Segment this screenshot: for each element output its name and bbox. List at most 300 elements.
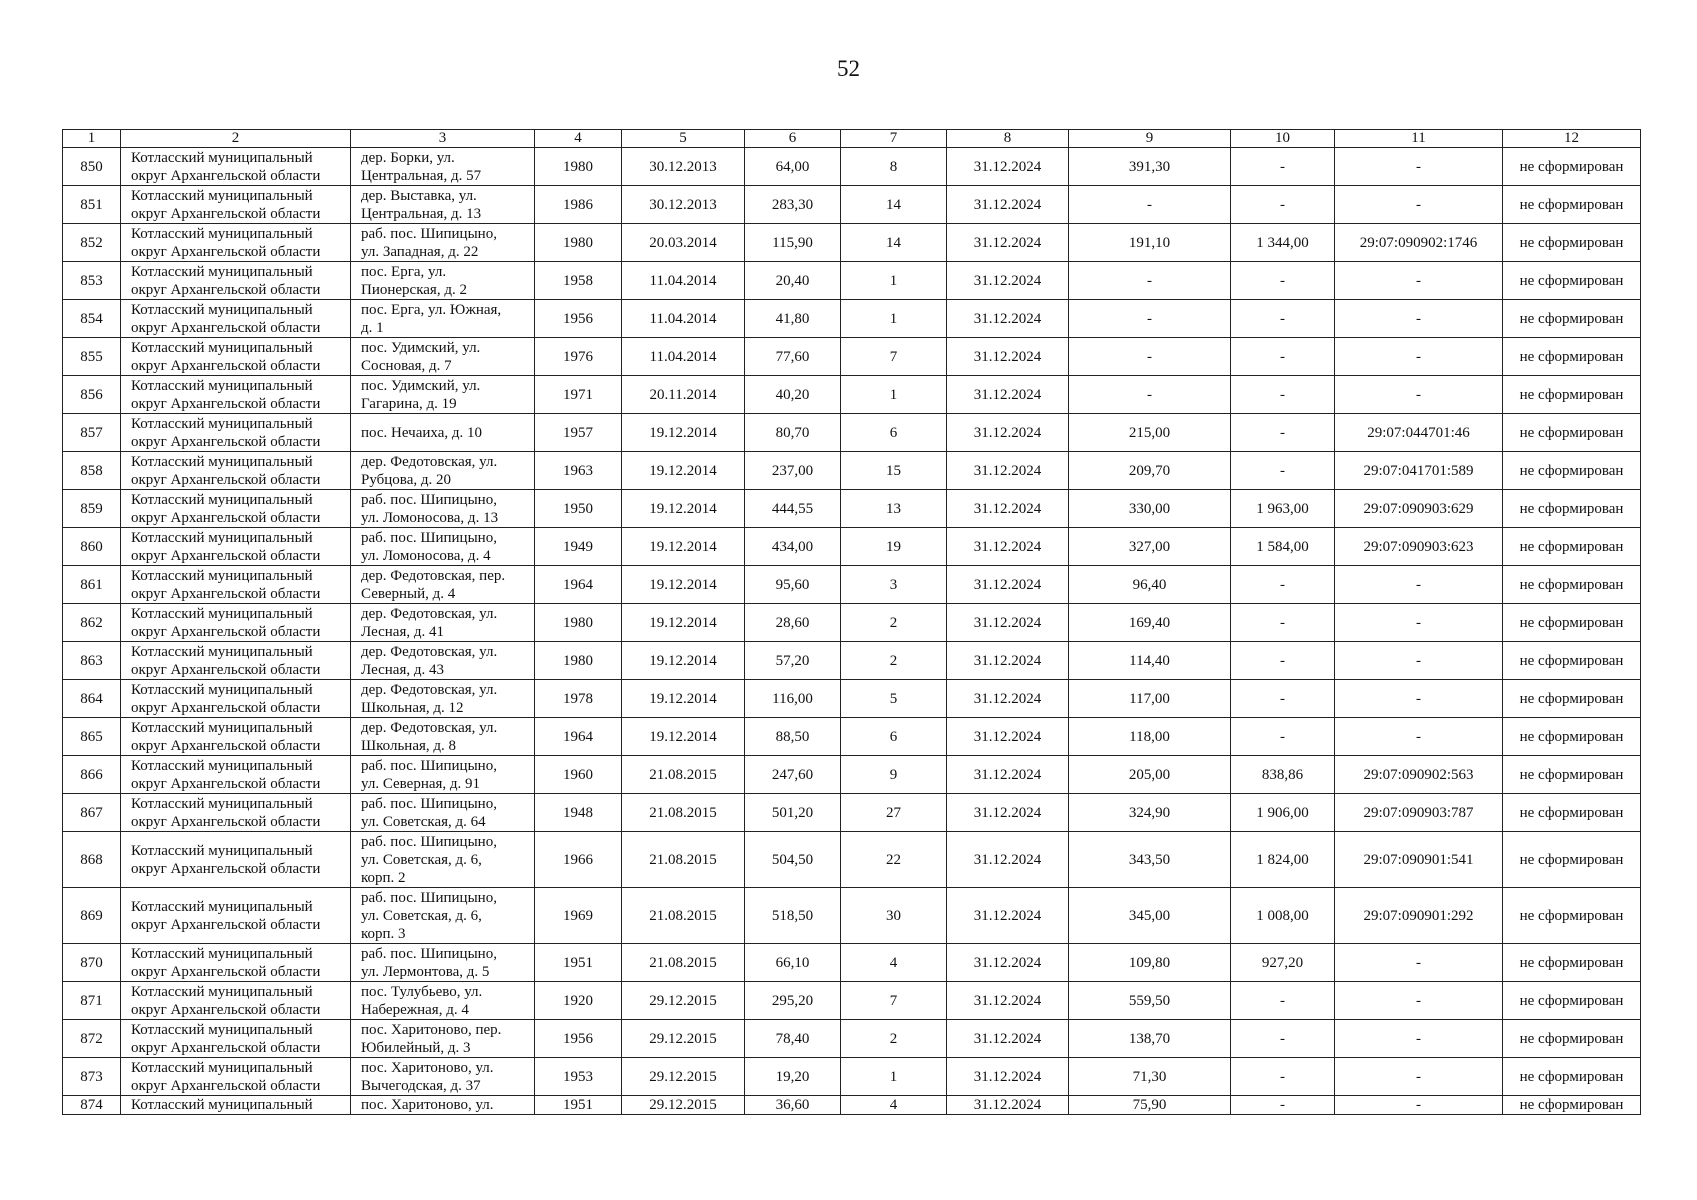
date-cell: 20.03.2014 [622,224,745,262]
row-number-cell: 856 [63,376,121,414]
address-cell [351,1058,535,1096]
address-line: ул. Ломоносова, д. 13 [361,509,499,526]
address-line: пос. Удимский, ул. [361,339,481,356]
row-number-cell: 852 [63,224,121,262]
status-cell: не сформирован [1503,982,1641,1020]
owner-cell [121,186,351,224]
owner-line: округ Архангельской области [131,357,321,374]
address-line: ул. Западная, д. 22 [361,243,479,260]
deadline-cell: 31.12.2024 [947,982,1069,1020]
year-cell: 1980 [535,604,622,642]
cadastral-number-cell: - [1335,604,1503,642]
date-cell: 29.12.2015 [622,1020,745,1058]
area-cell: 64,00 [745,148,841,186]
residents-cell: 7 [841,982,947,1020]
year-cell: 1949 [535,528,622,566]
column-10-cell: - [1231,1020,1335,1058]
address-cell [351,224,535,262]
column-9-cell: - [1069,376,1231,414]
deadline-cell: 31.12.2024 [947,452,1069,490]
deadline-cell: 31.12.2024 [947,756,1069,794]
owner-cell [121,300,351,338]
residents-cell: 2 [841,604,947,642]
row-number-cell: 871 [63,982,121,1020]
address-cell [351,338,535,376]
residents-cell: 4 [841,944,947,982]
address-line: Вычегодская, д. 37 [361,1077,481,1094]
area-cell: 283,30 [745,186,841,224]
address-line: корп. 3 [361,925,406,942]
residents-cell: 19 [841,528,947,566]
date-cell: 19.12.2014 [622,718,745,756]
column-10-cell: 927,20 [1231,944,1335,982]
area-cell: 66,10 [745,944,841,982]
status-cell: не сформирован [1503,148,1641,186]
owner-cell [121,452,351,490]
owner-line: Котласский муниципальный [131,415,313,432]
owner-line: Котласский муниципальный [131,1097,313,1113]
area-cell: 40,20 [745,376,841,414]
owner-cell [121,888,351,944]
owner-line: Котласский муниципальный [131,719,313,736]
year-cell: 1971 [535,376,622,414]
column-10-cell: - [1231,982,1335,1020]
address-line: ул. Советская, д. 6, [361,851,482,868]
owner-line: Котласский муниципальный [131,681,313,698]
deadline-cell: 31.12.2024 [947,338,1069,376]
row-number-cell: 874 [63,1096,121,1115]
owner-line: округ Архангельской области [131,661,321,678]
table-row [63,148,1641,186]
year-cell: 1978 [535,680,622,718]
residents-cell: 14 [841,186,947,224]
year-cell: 1969 [535,888,622,944]
residents-cell: 2 [841,642,947,680]
residents-cell: 6 [841,414,947,452]
status-cell: не сформирован [1503,888,1641,944]
area-cell: 41,80 [745,300,841,338]
column-9-cell: 205,00 [1069,756,1231,794]
address-line: Лесная, д. 43 [361,661,444,678]
column-10-cell: - [1231,642,1335,680]
row-number-cell: 868 [63,832,121,888]
table-row [63,604,1641,642]
column-9-cell: - [1069,338,1231,376]
owner-line: Котласский муниципальный [131,453,313,470]
deadline-cell: 31.12.2024 [947,888,1069,944]
owner-line: Котласский муниципальный [131,491,313,508]
column-header: 6 [745,130,841,148]
date-cell: 19.12.2014 [622,566,745,604]
owner-line: округ Архангельской области [131,1039,321,1056]
address-line: дер. Федотовская, ул. [361,453,498,470]
address-cell [351,832,535,888]
area-cell: 247,60 [745,756,841,794]
address-line: раб. пос. Шипицыно, [361,757,497,774]
owner-line: Котласский муниципальный [131,605,313,622]
owner-line: округ Архангельской области [131,1001,321,1018]
deadline-cell: 31.12.2024 [947,794,1069,832]
area-cell: 77,60 [745,338,841,376]
column-header: 3 [351,130,535,148]
address-line: ул. Ломоносова, д. 4 [361,547,491,564]
column-header: 11 [1335,130,1503,148]
deadline-cell: 31.12.2024 [947,490,1069,528]
owner-cell [121,224,351,262]
row-number-cell: 858 [63,452,121,490]
column-9-cell: 345,00 [1069,888,1231,944]
owner-line: Котласский муниципальный [131,377,313,394]
residents-cell: 30 [841,888,947,944]
year-cell: 1980 [535,642,622,680]
table-row [63,718,1641,756]
area-cell: 95,60 [745,566,841,604]
owner-cell [121,1058,351,1096]
cadastral-number-cell: - [1335,718,1503,756]
owner-line: Котласский муниципальный [131,263,313,280]
date-cell: 19.12.2014 [622,414,745,452]
column-header: 12 [1503,130,1641,148]
date-cell: 19.12.2014 [622,490,745,528]
deadline-cell: 31.12.2024 [947,718,1069,756]
address-cell [351,566,535,604]
year-cell: 1986 [535,186,622,224]
cadastral-number-cell: 29:07:090902:563 [1335,756,1503,794]
row-number-cell: 872 [63,1020,121,1058]
deadline-cell: 31.12.2024 [947,642,1069,680]
table-row [63,566,1641,604]
address-cell [351,414,535,452]
address-cell [351,490,535,528]
column-10-cell: - [1231,338,1335,376]
status-cell: не сформирован [1503,642,1641,680]
residents-cell: 22 [841,832,947,888]
year-cell: 1963 [535,452,622,490]
column-10-cell: - [1231,566,1335,604]
column-9-cell: 138,70 [1069,1020,1231,1058]
row-number-cell: 855 [63,338,121,376]
cadastral-number-cell: 29:07:090902:1746 [1335,224,1503,262]
column-10-cell: 838,86 [1231,756,1335,794]
area-cell: 78,40 [745,1020,841,1058]
address-line: раб. пос. Шипицыно, [361,833,497,850]
status-cell: не сформирован [1503,1058,1641,1096]
status-cell: не сформирован [1503,490,1641,528]
address-line: ул. Лермонтова, д. 5 [361,963,490,980]
column-9-cell: 114,40 [1069,642,1231,680]
address-cell [351,680,535,718]
status-cell: не сформирован [1503,186,1641,224]
address-line: раб. пос. Шипицыно, [361,945,497,962]
deadline-cell: 31.12.2024 [947,566,1069,604]
address-cell [351,756,535,794]
owner-line: округ Архангельской области [131,737,321,754]
owner-cell [121,604,351,642]
address-line: Сосновая, д. 7 [361,357,452,374]
date-cell: 21.08.2015 [622,944,745,982]
address-line: Центральная, д. 13 [361,205,482,222]
address-cell [351,300,535,338]
page-number: 52 [837,56,860,81]
residents-cell: 1 [841,376,947,414]
area-cell: 80,70 [745,414,841,452]
address-cell [351,376,535,414]
date-cell: 20.11.2014 [622,376,745,414]
residents-cell: 1 [841,300,947,338]
column-header: 1 [63,130,121,148]
column-header: 10 [1231,130,1335,148]
owner-line: Котласский муниципальный [131,225,313,242]
address-cell [351,1020,535,1058]
area-cell: 501,20 [745,794,841,832]
column-9-cell: 327,00 [1069,528,1231,566]
address-cell [351,794,535,832]
cadastral-number-cell: - [1335,944,1503,982]
column-header: 4 [535,130,622,148]
address-cell [351,642,535,680]
deadline-cell: 31.12.2024 [947,944,1069,982]
date-cell: 19.12.2014 [622,528,745,566]
address-line: Юбилейный, д. 3 [361,1039,471,1056]
address-line: Пионерская, д. 2 [361,281,467,298]
cadastral-number-cell: - [1335,1020,1503,1058]
owner-line: Котласский муниципальный [131,1059,313,1076]
cadastral-number-cell: - [1335,300,1503,338]
owner-line: округ Архангельской области [131,916,321,933]
owner-line: округ Архангельской области [131,205,321,222]
owner-line: Котласский муниципальный [131,1021,313,1038]
deadline-cell: 31.12.2024 [947,300,1069,338]
status-cell: не сформирован [1503,680,1641,718]
table-row [63,888,1641,944]
column-header: 5 [622,130,745,148]
owner-line: Котласский муниципальный [131,567,313,584]
column-10-cell: - [1231,376,1335,414]
status-cell: не сформирован [1503,224,1641,262]
cadastral-number-cell: - [1335,1058,1503,1096]
row-number-cell: 861 [63,566,121,604]
cadastral-number-cell: 29:07:044701:46 [1335,414,1503,452]
area-cell: 115,90 [745,224,841,262]
deadline-cell: 31.12.2024 [947,414,1069,452]
cadastral-number-cell: 29:07:090903:787 [1335,794,1503,832]
owner-line: округ Архангельской области [131,547,321,564]
column-9-cell: 71,30 [1069,1058,1231,1096]
area-cell: 116,00 [745,680,841,718]
cadastral-number-cell: - [1335,262,1503,300]
address-line: корп. 2 [361,869,406,886]
cadastral-number-cell: - [1335,1096,1503,1115]
column-9-cell: 343,50 [1069,832,1231,888]
residents-cell: 15 [841,452,947,490]
address-line: пос. Ерга, ул. Южная, [361,301,502,318]
column-header: 2 [121,130,351,148]
address-line: Лесная, д. 41 [361,623,444,640]
residents-cell: 4 [841,1096,947,1115]
deadline-cell: 31.12.2024 [947,1020,1069,1058]
year-cell: 1958 [535,262,622,300]
deadline-cell: 31.12.2024 [947,224,1069,262]
owner-line: округ Архангельской области [131,395,321,412]
date-cell: 29.12.2015 [622,982,745,1020]
row-number-cell: 853 [63,262,121,300]
table-row [63,338,1641,376]
date-cell: 29.12.2015 [622,1096,745,1115]
area-cell: 237,00 [745,452,841,490]
cadastral-number-cell: - [1335,982,1503,1020]
deadline-cell: 31.12.2024 [947,1058,1069,1096]
address-line: дер. Федотовская, ул. [361,681,498,698]
column-9-cell: - [1069,262,1231,300]
year-cell: 1951 [535,944,622,982]
owner-line: Котласский муниципальный [131,339,313,356]
column-10-cell: - [1231,1096,1335,1115]
cadastral-number-cell: - [1335,642,1503,680]
owner-line: округ Архангельской области [131,471,321,488]
owner-cell [121,566,351,604]
status-cell: не сформирован [1503,604,1641,642]
column-9-cell: 118,00 [1069,718,1231,756]
area-cell: 28,60 [745,604,841,642]
table-row [63,642,1641,680]
date-cell: 11.04.2014 [622,300,745,338]
row-number-cell: 862 [63,604,121,642]
area-cell: 20,40 [745,262,841,300]
address-line: дер. Федотовская, ул. [361,605,498,622]
date-cell: 21.08.2015 [622,756,745,794]
column-9-cell: 559,50 [1069,982,1231,1020]
year-cell: 1957 [535,414,622,452]
column-10-cell: 1 008,00 [1231,888,1335,944]
area-cell: 19,20 [745,1058,841,1096]
year-cell: 1951 [535,1096,622,1115]
owner-line: округ Архангельской области [131,509,321,526]
cadastral-number-cell: - [1335,566,1503,604]
column-10-cell: - [1231,452,1335,490]
owner-line: округ Архангельской области [131,281,321,298]
residents-cell: 7 [841,338,947,376]
row-number-cell: 851 [63,186,121,224]
residents-cell: 13 [841,490,947,528]
date-cell: 29.12.2015 [622,1058,745,1096]
cadastral-number-cell: - [1335,186,1503,224]
row-number-cell: 873 [63,1058,121,1096]
address-line: ул. Советская, д. 6, [361,907,482,924]
residents-cell: 3 [841,566,947,604]
owner-line: Котласский муниципальный [131,983,313,1000]
table-row [63,794,1641,832]
address-cell [351,528,535,566]
address-cell [351,888,535,944]
address-line: д. 1 [361,319,384,336]
address-cell [351,604,535,642]
table-row [63,528,1641,566]
address-line: раб. пос. Шипицыно, [361,889,497,906]
row-number-cell: 857 [63,414,121,452]
column-10-cell: 1 963,00 [1231,490,1335,528]
table-row [63,982,1641,1020]
date-cell: 21.08.2015 [622,794,745,832]
owner-line: округ Архангельской области [131,243,321,260]
column-10-cell: 1 584,00 [1231,528,1335,566]
housing-registry-table [62,129,1641,1115]
column-header: 9 [1069,130,1231,148]
residents-cell: 1 [841,262,947,300]
owner-line: округ Архангельской области [131,775,321,792]
column-9-cell: 324,90 [1069,794,1231,832]
table-row [63,300,1641,338]
owner-line: округ Архангельской области [131,623,321,640]
date-cell: 21.08.2015 [622,832,745,888]
column-10-cell: - [1231,148,1335,186]
address-line: пос. Нечаиха, д. 10 [361,424,482,441]
date-cell: 21.08.2015 [622,888,745,944]
owner-cell [121,1096,351,1115]
owner-line: Котласский муниципальный [131,945,313,962]
cadastral-number-cell: 29:07:041701:589 [1335,452,1503,490]
deadline-cell: 31.12.2024 [947,262,1069,300]
owner-line: Котласский муниципальный [131,301,313,318]
owner-line: округ Архангельской области [131,433,321,450]
owner-cell [121,338,351,376]
address-line: пос. Ерга, ул. [361,263,447,280]
address-line: дер. Федотовская, пер. [361,567,506,584]
address-cell [351,262,535,300]
residents-cell: 6 [841,718,947,756]
row-number-cell: 864 [63,680,121,718]
row-number-cell: 869 [63,888,121,944]
table-row [63,376,1641,414]
column-9-cell: 109,80 [1069,944,1231,982]
area-cell: 444,55 [745,490,841,528]
status-cell: не сформирован [1503,756,1641,794]
address-line: пос. Харитоново, пер. [361,1021,502,1038]
year-cell: 1964 [535,566,622,604]
table-row [63,680,1641,718]
owner-line: округ Архангельской области [131,813,321,830]
area-cell: 518,50 [745,888,841,944]
year-cell: 1956 [535,300,622,338]
deadline-cell: 31.12.2024 [947,604,1069,642]
year-cell: 1953 [535,1058,622,1096]
residents-cell: 14 [841,224,947,262]
address-cell [351,944,535,982]
year-cell: 1920 [535,982,622,1020]
address-line: дер. Борки, ул. [361,149,455,166]
year-cell: 1948 [535,794,622,832]
year-cell: 1956 [535,1020,622,1058]
address-line: Школьная, д. 12 [361,699,464,716]
column-9-cell: 330,00 [1069,490,1231,528]
area-cell: 57,20 [745,642,841,680]
column-9-cell: - [1069,186,1231,224]
deadline-cell: 31.12.2024 [947,148,1069,186]
address-line: дер. Выставка, ул. [361,187,477,204]
owner-line: Котласский муниципальный [131,795,313,812]
table-row [63,1020,1641,1058]
status-cell: не сформирован [1503,718,1641,756]
owner-cell [121,794,351,832]
owner-cell [121,414,351,452]
date-cell: 19.12.2014 [622,604,745,642]
column-header: 8 [947,130,1069,148]
deadline-cell: 31.12.2024 [947,1096,1069,1115]
status-cell: не сформирован [1503,1020,1641,1058]
date-cell: 30.12.2013 [622,148,745,186]
table-row [63,832,1641,888]
deadline-cell: 31.12.2024 [947,528,1069,566]
status-cell: не сформирован [1503,832,1641,888]
